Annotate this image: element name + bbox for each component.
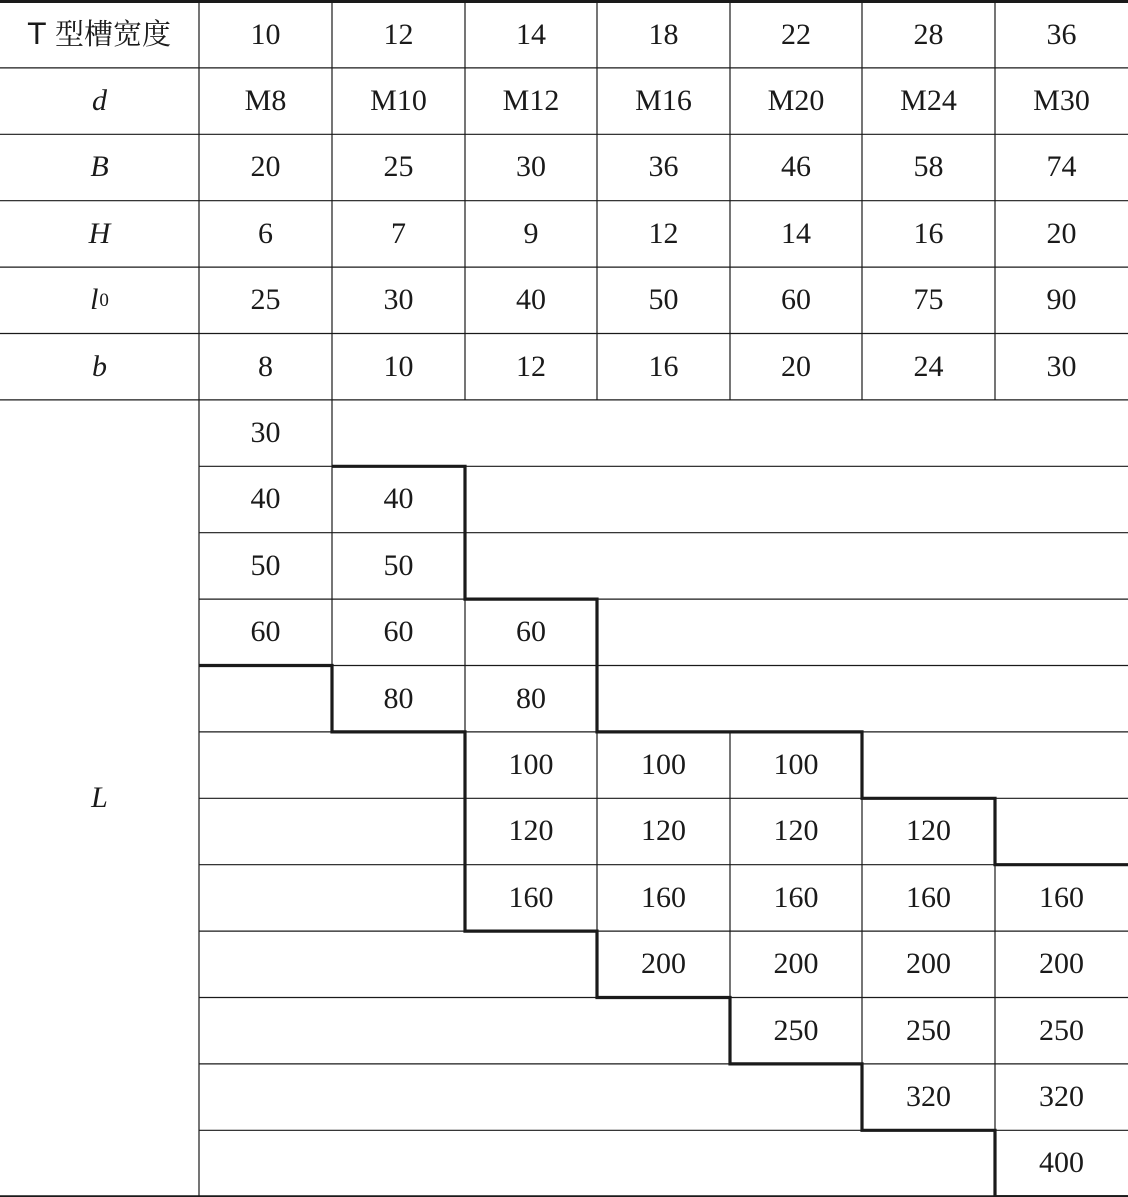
length-value: 80 [383,681,414,715]
param-value: 20 [1046,216,1077,250]
length-value: 100 [508,748,554,782]
param-value: M24 [900,84,957,118]
param-value: 20 [250,150,281,184]
param-value: 6 [258,216,273,250]
param-symbol-text: H [88,216,111,250]
param-value: M10 [370,84,427,118]
length-value: 160 [641,880,686,914]
param-value: 58 [913,150,944,184]
param-value: 10 [383,349,414,383]
param-value: 16 [913,216,944,250]
length-value: 50 [383,548,414,582]
param-value: 90 [1046,283,1077,317]
param-value: M30 [1033,84,1090,118]
param-value: 30 [1046,349,1077,383]
param-value: M8 [244,84,287,118]
param-symbol-text: b [92,349,107,383]
length-value: 100 [773,748,819,782]
length-value: 160 [773,880,819,914]
param-value: 24 [913,349,944,383]
length-value: 250 [773,1013,819,1047]
param-symbol [0,68,199,134]
length-value: 120 [641,814,686,848]
header-slot-width: 14 [516,17,546,51]
param-value: 50 [648,283,679,317]
header-slot-width: 12 [383,17,414,51]
length-value: 200 [641,947,686,981]
param-value: 60 [781,283,811,317]
param-value: M20 [767,84,825,118]
param-value: M12 [502,84,560,118]
length-value: 100 [641,748,686,782]
length-value: 200 [773,947,819,981]
param-value: 74 [1046,150,1077,184]
param-value: 30 [516,150,546,184]
param-value: 14 [781,216,811,250]
length-value: 80 [516,681,546,715]
length-value: 160 [508,880,554,914]
header-slot-width: 10 [250,17,281,51]
length-value: 60 [383,615,414,649]
param-value: 46 [781,150,811,184]
header-slot-width: 28 [913,17,944,51]
param-symbol [0,334,199,400]
param-symbol-text: l [90,283,99,317]
param-symbol-text: d [92,84,107,118]
length-value: 60 [250,615,281,649]
length-value: 200 [906,947,951,981]
param-value: 16 [648,349,679,383]
header-slot-width: 22 [781,17,811,51]
param-value: 8 [258,349,273,383]
header-slot-width: 36 [1046,17,1077,51]
param-symbol [0,267,199,333]
length-value: 60 [516,615,546,649]
length-value: 120 [508,814,554,848]
param-value: 12 [648,216,679,250]
param-value: 7 [391,216,406,250]
param-value: 25 [250,283,281,317]
param-value: 40 [516,283,546,317]
param-symbol-subscript: 0 [99,289,109,311]
header-label: T 型槽宽度 [28,17,171,52]
param-value: 9 [523,216,539,250]
length-value: 40 [250,482,281,516]
param-value: 25 [383,150,414,184]
param-value: 12 [516,349,546,383]
param-value: 20 [781,349,811,383]
param-symbol [0,134,199,200]
length-value: 200 [1039,947,1084,981]
length-value: 160 [906,880,951,914]
header-slot-width: 18 [648,17,679,51]
param-value: M16 [635,84,692,118]
length-value: 120 [906,814,951,848]
length-symbol: L [91,781,108,815]
length-value: 50 [250,548,281,582]
length-value: 320 [906,1080,951,1114]
length-value: 30 [250,416,281,450]
param-symbol-text: B [90,150,109,184]
length-value: 320 [1039,1080,1084,1114]
length-value: 250 [1039,1013,1084,1047]
param-value: 36 [648,150,679,184]
param-value: 30 [383,283,414,317]
length-value: 250 [906,1013,951,1047]
length-value: 120 [773,814,819,848]
length-value: 160 [1039,880,1084,914]
length-value: 400 [1039,1146,1084,1180]
length-value: 40 [383,482,414,516]
param-value: 75 [913,283,944,317]
param-symbol [0,201,199,267]
